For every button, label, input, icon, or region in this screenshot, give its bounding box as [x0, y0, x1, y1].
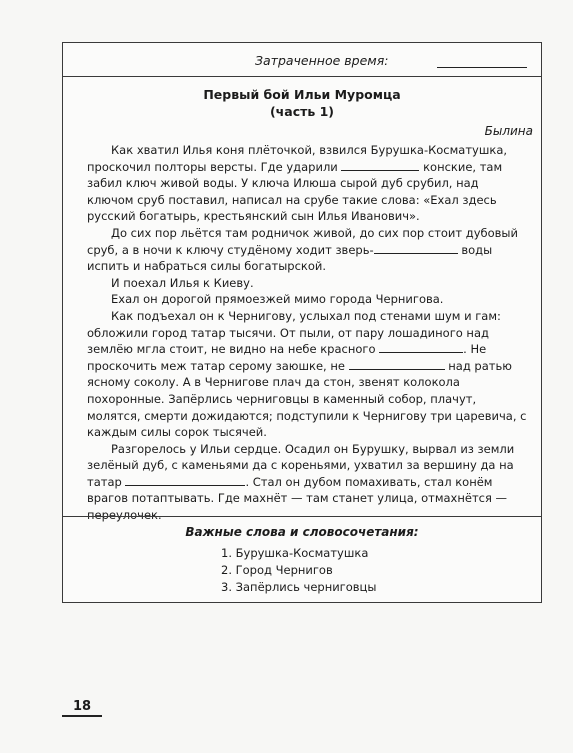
paragraph-1: Как хватил Илья коня плёточкой, взвился Бурушка-Косматушка, проскочил полторы версты. Где ударили конские, там забил ключ живой воды. У ключа Илюша сырой дуб срубил, над ключом сруб поставил, написал на срубе такие слова: «Ехал здесь русский богатырь, крестьянский сын Илья Иванович».: [87, 143, 508, 224]
important-word-item: 1. Бурушка-Косматушка: [221, 546, 369, 560]
fill-blank-2[interactable]: [374, 243, 458, 254]
important-words-list: [221, 545, 541, 596]
important-words-section: [63, 516, 541, 602]
fill-blank-5[interactable]: [125, 475, 245, 486]
paragraph-5: Как подъехал он к Чернигову, услыхал под стенами шум и гам: обложили город татар тысячи. От пыли, от пару лошадиного над землёю мгла стоит, не видно на небе красного . Не проскочить меж татар серому заюшке, не над ратью ясному соколу. А в Чернигове плач да стон, звенят колокола похоронные. Запёрлись черниговцы в каменный собор, плачут, молятся, смерти дожидаются; подступили к Чернигову три царевича, с каждым силы сорок тысячей.: [87, 308, 527, 440]
story-title: [63, 86, 541, 120]
important-words-title: Важные слова и словосочетания:: [185, 525, 419, 539]
fill-blank-3[interactable]: [379, 342, 463, 353]
fill-blank-1[interactable]: [341, 160, 419, 171]
story-genre: Былина: [484, 124, 533, 138]
story-title-part: (часть 1): [269, 104, 335, 119]
story-text: [63, 138, 541, 524]
paragraph-6: Разгорелось у Ильи сердце. Осадил он Бурушку, вырвал из земли зелёный дуб, с каменьями да с кореньями, ухватил за вершину да на татар . Стал он дубом помахивать, стал конём врагов потаптывать. Где махнёт — там станет улица, отмахнётся — переулочек.: [87, 441, 515, 523]
page-number: 18: [62, 699, 102, 717]
paragraph-3: И поехал Илья к Киеву.: [111, 275, 254, 290]
fill-blank-4[interactable]: [349, 359, 445, 370]
paragraph-2: До сих пор льётся там родничок живой, до сих пор стоит дубовый сруб, а в ночи к ключу студёному ходит зверь- воды испить и набраться силы богатырской.: [87, 225, 518, 274]
time-spent-field[interactable]: [437, 67, 527, 68]
exercise-frame: [62, 42, 542, 603]
time-spent-label: Затраченное время:: [255, 53, 389, 68]
paragraph-4: Ехал он дорогой прямоезжей мимо города Чернигова.: [111, 292, 444, 307]
important-word-item: 2. Город Чернигов: [221, 563, 333, 577]
story-title-main: Первый бой Ильи Муромца: [203, 87, 401, 102]
important-word-item: 3. Запёрлись черниговцы: [221, 580, 377, 594]
time-spent-row: [63, 43, 541, 77]
